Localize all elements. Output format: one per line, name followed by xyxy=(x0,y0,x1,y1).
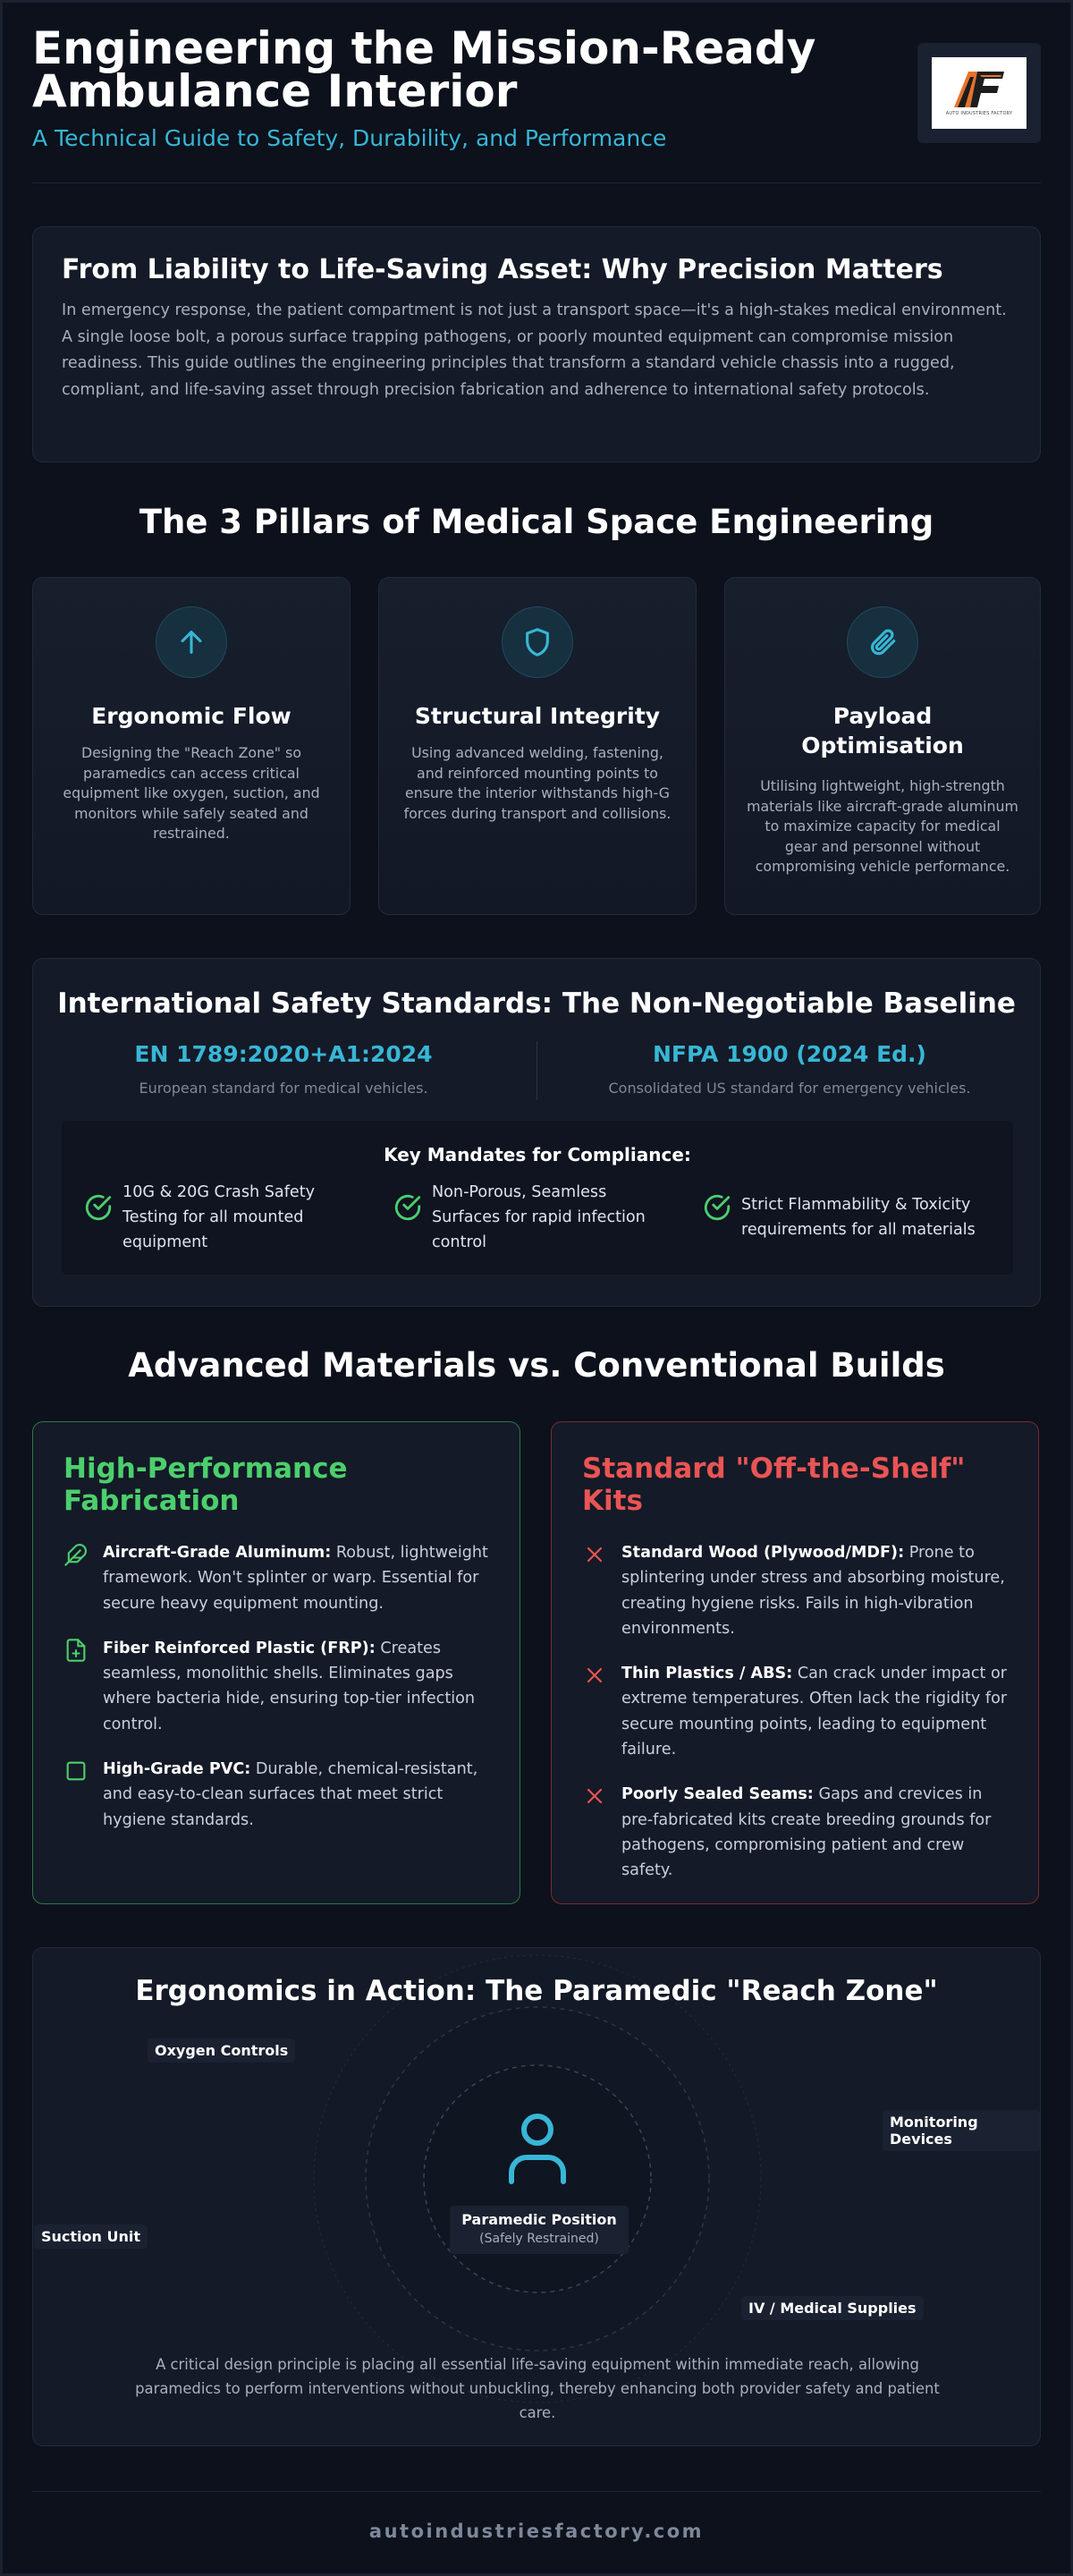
standards-title: International Safety Standards: The Non-Negotiable Baseline xyxy=(57,987,1016,1020)
pillar-card-ergonomic xyxy=(32,577,351,915)
inner-reach-ring xyxy=(424,2065,651,2292)
material-item xyxy=(582,1540,1008,1641)
high-performance-card xyxy=(32,1421,520,1904)
shield-icon xyxy=(522,627,553,657)
high-performance-title: High-Performance Fabrication xyxy=(63,1453,348,1517)
paramedic-position-title: Paramedic Position xyxy=(461,2211,617,2228)
pillar-icon-circle xyxy=(502,606,573,678)
file-plus-icon xyxy=(63,1638,89,1663)
mandate-text: Strict Flammability & Toxicity requirements for all materials xyxy=(741,1196,976,1239)
pillar-card-payload xyxy=(724,577,1041,915)
pillar-body: Designing the "Reach Zone" so paramedics can access critical equipment like oxygen, suction, and monitors while safely seated and restrained. xyxy=(63,744,320,843)
company-logo[interactable] xyxy=(932,57,1027,129)
pillar-title: Structural Integrity xyxy=(414,703,661,729)
standards-divider xyxy=(536,1041,537,1100)
label-suction-unit: Suction Unit xyxy=(34,2224,148,2249)
pillar-body: Using advanced welding, fastening, and reinforced mounting points to ensure the interior withstands high-G forces during transport and collisions. xyxy=(403,744,672,822)
mandate-item xyxy=(702,1192,988,1242)
mandates-panel xyxy=(62,1121,1013,1275)
pillar-title: Ergonomic Flow xyxy=(91,703,291,729)
material-term: Fiber Reinforced Plastic (FRP): xyxy=(103,1639,376,1657)
material-text xyxy=(621,1782,1008,1883)
mandates-title: Key Mandates for Compliance: xyxy=(384,1144,691,1165)
paramedic-position-label xyxy=(450,2206,629,2254)
feather-icon xyxy=(63,1542,89,1567)
standard-kits-card xyxy=(551,1421,1039,1904)
material-term: Poorly Sealed Seams: xyxy=(621,1785,814,1804)
material-text xyxy=(103,1636,489,1737)
standard-name: NFPA 1900 (2024 Ed.) xyxy=(653,1041,926,1067)
standards-card xyxy=(32,958,1041,1307)
standard-desc: Consolidated US standard for emergency vehicles. xyxy=(608,1080,971,1097)
x-icon xyxy=(582,1784,607,1809)
check-circle-icon xyxy=(393,1192,423,1223)
label-iv-medical-supplies: IV / Medical Supplies xyxy=(741,2296,924,2320)
material-item xyxy=(582,1661,1008,1762)
material-item xyxy=(63,1636,489,1737)
material-term: High-Grade PVC: xyxy=(103,1760,251,1779)
intro-heading: From Liability to Life-Saving Asset: Why Precision Matters xyxy=(62,254,943,285)
material-desc: Robust, lightweight framework. Won't splinter or warp. Essential for secure heavy equipment mounting. xyxy=(103,1544,488,1613)
pillars-title: The 3 Pillars of Medical Space Engineering xyxy=(139,503,934,541)
reach-zone-card xyxy=(32,1947,1041,2446)
material-desc: Creates seamless, monolithic shells. Eliminates gaps where bacteria hide, ensuring top-tier infection control. xyxy=(103,1639,476,1733)
pillar-icon-circle xyxy=(847,606,918,678)
pillar-title: Payload Optimisation xyxy=(801,703,964,758)
page-title: Engineering the Mission-Ready Ambulance Interior xyxy=(32,22,816,117)
label-oxygen-controls: Oxygen Controls xyxy=(148,2038,295,2063)
pillar-icon-circle xyxy=(156,606,227,678)
logo-container xyxy=(917,43,1041,143)
material-text xyxy=(621,1540,1008,1641)
material-text xyxy=(103,1757,489,1833)
mandate-item xyxy=(83,1180,342,1255)
footer-divider xyxy=(32,2491,1041,2492)
paperclip-icon xyxy=(867,627,898,657)
material-item xyxy=(63,1757,489,1833)
material-text xyxy=(621,1661,1008,1762)
material-text xyxy=(103,1540,489,1616)
check-circle-icon xyxy=(702,1192,732,1223)
square-icon xyxy=(63,1758,89,1784)
standard-desc: European standard for medical vehicles. xyxy=(139,1080,428,1097)
material-term: Thin Plastics / ABS: xyxy=(621,1665,793,1683)
material-desc: Prone to splintering under stress and absorbing moisture, creating hygiene risks. Fails in high-vibration environments. xyxy=(621,1544,1005,1638)
material-term: Aircraft-Grade Aluminum: xyxy=(103,1544,332,1562)
label-monitoring-devices: Monitoring Devices xyxy=(883,2110,1040,2151)
mandate-item xyxy=(393,1180,652,1255)
mandate-text: Non-Porous, Seamless Surfaces for rapid infection control xyxy=(432,1183,646,1251)
material-desc: Durable, chemical-resistant, and easy-to-clean surfaces that meet strict hygiene standards. xyxy=(103,1760,478,1829)
standard-nfpa xyxy=(539,1041,1040,1097)
pillar-card-structural xyxy=(378,577,697,915)
pillar-body: Utilising lightweight, high-strength materials like aircraft-grade aluminum to maximize capacity for medical gear and personnel without compromising vehicle performance. xyxy=(747,777,1018,876)
materials-title: Advanced Materials vs. Conventional Builds xyxy=(128,1346,945,1385)
footer-website-link[interactable]: autoindustriesfactory.com xyxy=(368,2521,705,2542)
x-icon xyxy=(582,1663,607,1688)
standard-en xyxy=(33,1041,534,1097)
mandate-text: 10G & 20G Crash Safety Testing for all mounted equipment xyxy=(123,1183,316,1251)
material-desc: Can crack under impact or extreme temperatures. Often lack the rigidity for secure mounting points, leading to equipment failure. xyxy=(621,1665,1008,1759)
reach-zone-caption: A critical design principle is placing all essential life-saving equipment within immediate reach, allowing paramedics to perform interventions without unbuckling, thereby enhancing both provider safety and patient care. xyxy=(135,2356,940,2421)
paramedic-position-subtitle: (Safely Restrained) xyxy=(479,2232,599,2246)
x-icon xyxy=(582,1542,607,1567)
material-desc: Gaps and crevices in pre-fabricated kits create breeding grounds for pathogens, compromising patient and crew safety. xyxy=(621,1785,992,1880)
material-term: Standard Wood (Plywood/MDF): xyxy=(621,1544,905,1562)
standard-name: EN 1789:2020+A1:2024 xyxy=(134,1041,433,1067)
logo-mark-icon xyxy=(950,70,1008,109)
standard-kits-title: Standard "Off-the-Shelf" Kits xyxy=(582,1453,966,1517)
logo-text: AUTO INDUSTRIES FACTORY xyxy=(945,111,1013,116)
check-circle-icon xyxy=(83,1192,114,1223)
page-subtitle: A Technical Guide to Safety, Durability, and Performance xyxy=(32,125,667,151)
reach-zone-title: Ergonomics in Action: The Paramedic "Reach Zone" xyxy=(135,1975,938,2007)
header xyxy=(32,22,1041,183)
intro-body: In emergency response, the patient compartment is not just a transport space—it's a high-stakes medical environment. A single loose bolt, a porous surface trapping pathogens, or poorly mounted equipment can compromise mission readiness. This guide outlines the engineering principles that transform a standard vehicle chassis into a rugged, compliant, and life-saving asset through precision fabrication and adherence to international safety protocols. xyxy=(62,301,1007,399)
material-item xyxy=(63,1540,489,1616)
material-item xyxy=(582,1782,1008,1883)
intro-card xyxy=(32,226,1041,462)
arrow-up-icon xyxy=(176,627,207,657)
